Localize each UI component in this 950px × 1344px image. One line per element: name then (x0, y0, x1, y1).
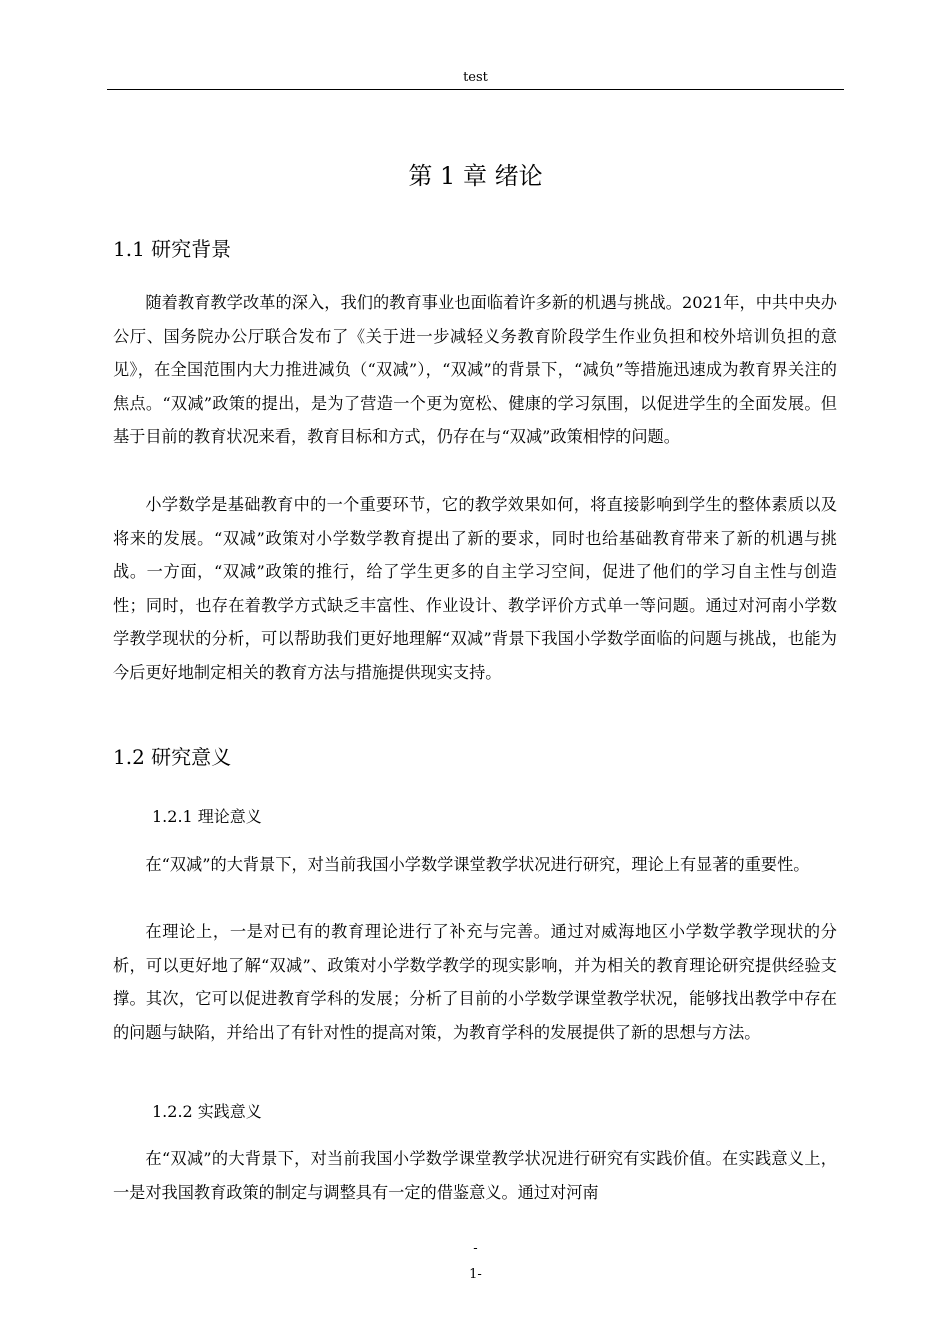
page-number: 1- (469, 1267, 482, 1282)
subsection-heading-1-2-2: 1.2.2 实践意义 (152, 1102, 262, 1121)
section-heading-1-2: 1.2 研究意义 (113, 745, 232, 769)
subsection-heading-1-2-1: 1.2.1 理论意义 (152, 807, 262, 826)
paragraph-background-1: 随着教育教学改革的深入，我们的教育事业也面临着许多新的机遇与挑战。2021年，中共中央办公厅、国务院办公厅联合发布了《关于进一步减轻义务教育阶段学生作业负担和校外培训负担的意见》，在全国范围内大力推进减负（“双减”），“双减”的背景下，“减负”等措施迅速成为教育界关注的焦点。“双减”政策的提出，是为了营造一个更为宽松、健康的学习氛围，以促进学生的全面发展。但基于目前的教育状况来看，教育目标和方式，仍存在与“双减”政策相悖的问题。 (113, 293, 837, 447)
header-divider (107, 89, 844, 90)
paragraph-background-2: 小学数学是基础教育中的一个重要环节，它的教学效果如何，将直接影响到学生的整体素质以及将来的发展。“双减”政策对小学数学教育提出了新的要求，同时也给基础教育带来了新的机遇与挑战。一方面，“双减”政策的推行，给了学生更多的自主学习空间，促进了他们的学习自主性与创造性；同时，也存在着教学方式缺乏丰富性、作业设计、教学评价方式单一等问题。通过对河南小学数学教学现状的分析，可以帮助我们更好地理解“双减”背景下我国小学数学面临的问题与挑战，也能为今后更好地制定相关的教育方法与措施提供现实支持。 (113, 495, 837, 682)
section-heading-1-1: 1.1 研究背景 (113, 237, 232, 261)
paragraph-theory-2: 在理论上，一是对已有的教育理论进行了补充与完善。通过对威海地区小学数学教学现状的分析，可以更好地了解“双减”、政策对小学数学教学的现实影响，并为相关的教育理论研究提供经验支撑。其次，它可以促进教育学科的发展；分析了目前的小学数学课堂教学状况，能够找出教学中存在的问题与缺陷，并给出了有针对性的提高对策，为教育学科的发展提供了新的思想与方法。 (113, 922, 837, 1042)
chapter-title: 第 1 章 绪论 (408, 162, 543, 190)
page-number-dash: - (473, 1241, 478, 1256)
running-header: test (463, 70, 488, 85)
paragraph-practice-1: 在“双减”的大背景下，对当前我国小学数学课堂教学状况进行研究有实践价值。在实践意义上，一是对我国教育政策的制定与调整具有一定的借鉴意义。通过对河南 (113, 1149, 837, 1202)
paragraph-theory-1: 在“双减”的大背景下，对当前我国小学数学课堂教学状况进行研究，理论上有显著的重要性。 (145, 855, 810, 874)
